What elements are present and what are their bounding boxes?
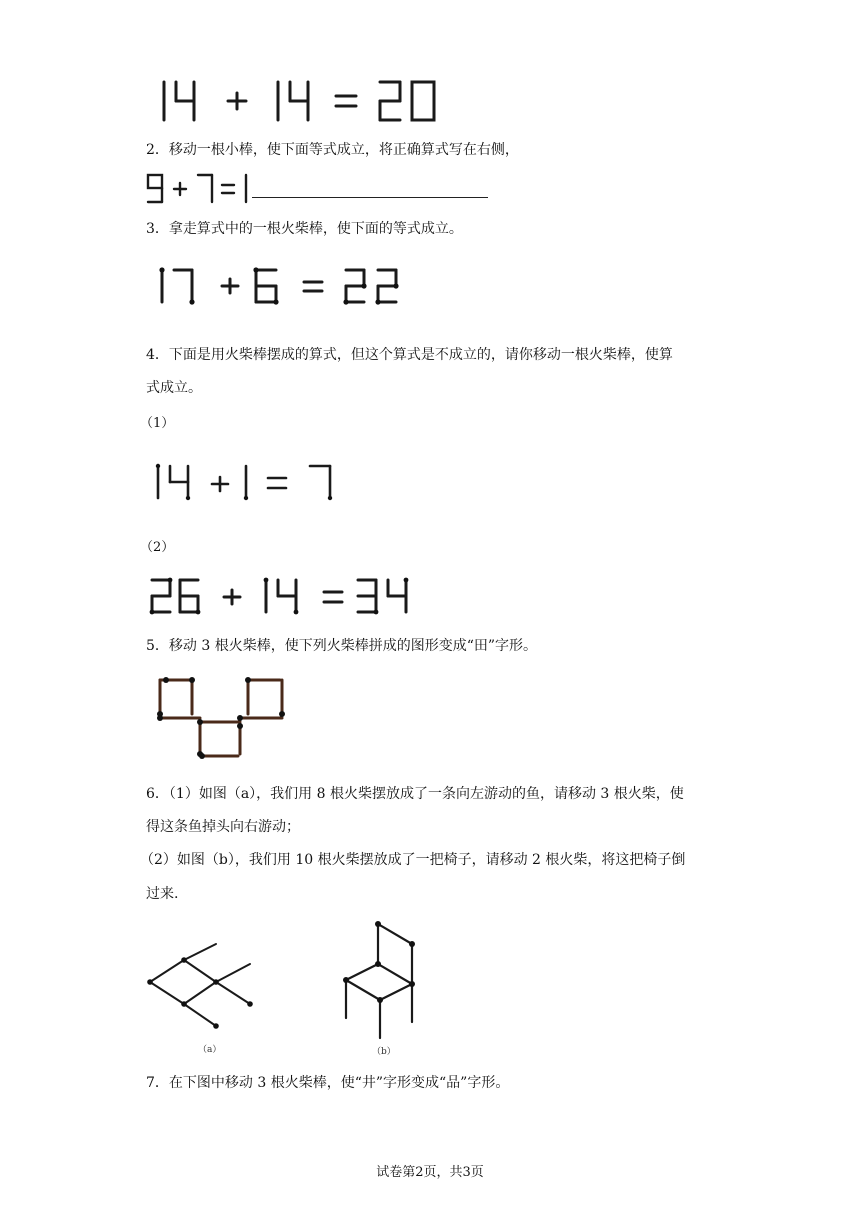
q6-line1: 6．（1）如图（a），我们用 8 根火柴摆放成了一条向左游动的鱼，请移动 3 根火柴，使 bbox=[146, 786, 684, 802]
q6-line2: 得这条鱼掉头向右游动； bbox=[146, 819, 300, 835]
q6-caption-b: （b） bbox=[372, 1047, 396, 1057]
q4-part2-label: （2） bbox=[140, 540, 175, 555]
q1-matchstick-equation bbox=[150, 76, 450, 126]
q6-fish-figure-a bbox=[142, 936, 282, 1056]
q4-part1-matchstick-equation bbox=[150, 462, 350, 502]
q6-chair-figure-b bbox=[334, 918, 444, 1058]
q5-text: 5．移动 3 根火柴棒，使下列火柴棒拼成的图形变成“田”字形。 bbox=[146, 638, 538, 654]
q6-line3: （2）如图（b），我们用 10 根火柴摆放成了一把椅子，请移动 2 根火柴，将这把椅子倒 bbox=[140, 852, 686, 868]
q6-caption-a: （a） bbox=[198, 1045, 222, 1055]
q4-text-line2: 式成立。 bbox=[146, 380, 202, 396]
q2-text: 2．移动一根小棒，使下面等式成立，将正确算式写在右侧， bbox=[146, 142, 519, 158]
q4-part1-label: （1） bbox=[140, 416, 175, 431]
page-footer: 试卷第2页，共3页 bbox=[376, 1165, 484, 1180]
q4-part2-matchstick-equation bbox=[148, 576, 418, 618]
q2-answer-line[interactable] bbox=[252, 197, 488, 198]
q3-text: 3．拿走算式中的一根火柴棒，使下面的等式成立。 bbox=[146, 221, 463, 237]
q2-matchstick-equation bbox=[146, 172, 256, 206]
q6-line4: 过来. bbox=[146, 886, 179, 902]
q4-text-line1: 4．下面是用火柴棒摆成的算式，但这个算式是不成立的，请你移动一根火柴棒，使算 bbox=[146, 347, 673, 363]
q7-text: 7．在下图中移动 3 根火柴棒，使“井”字形变成“品”字形。 bbox=[146, 1075, 510, 1091]
q5-matchstick-figure bbox=[152, 674, 302, 764]
q3-matchstick-equation bbox=[152, 266, 412, 308]
